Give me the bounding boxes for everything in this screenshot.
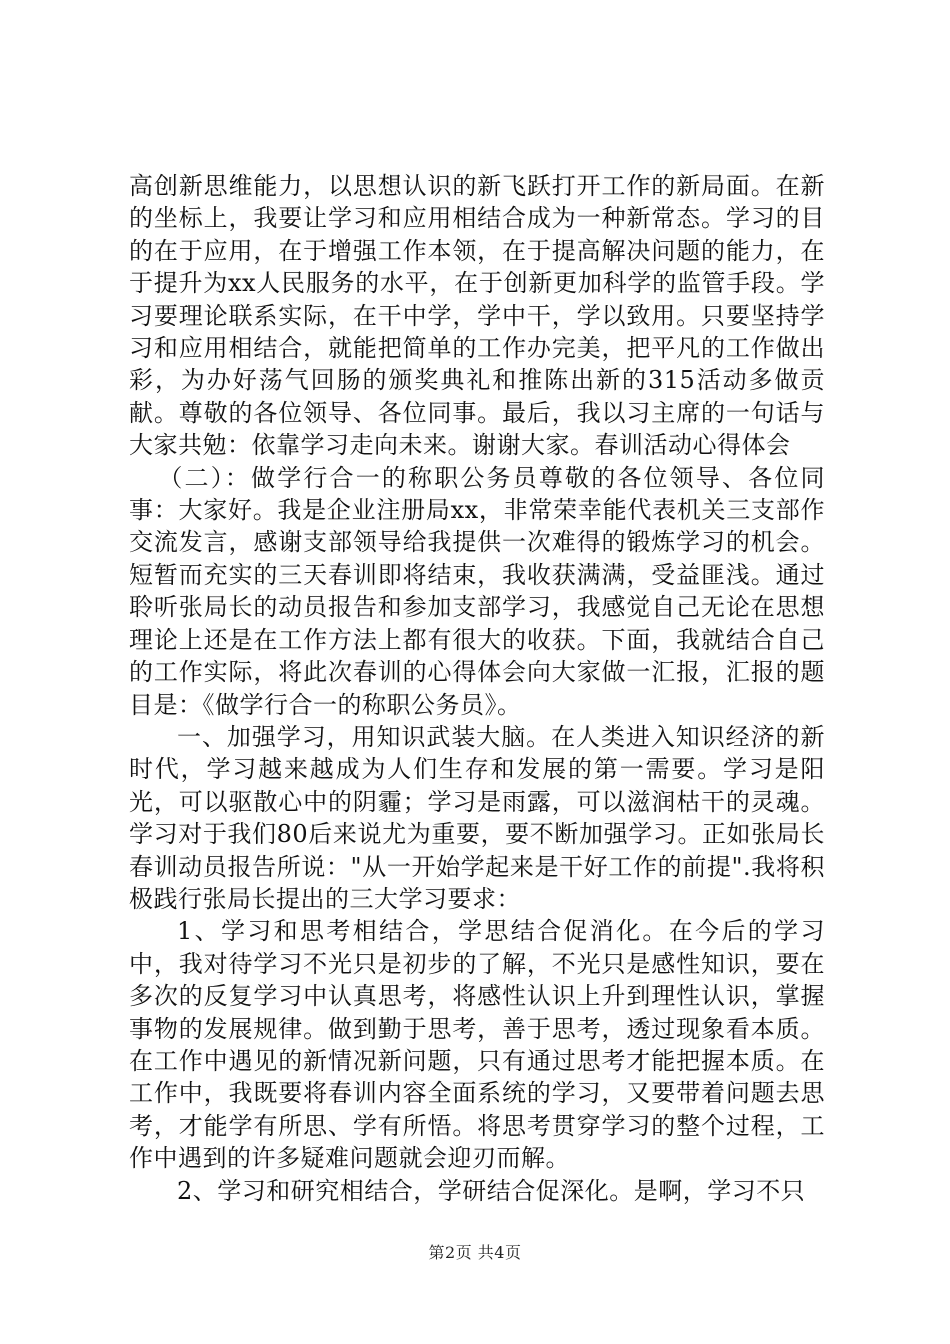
paragraph-3: 一、加强学习，用知识武装大脑。在人类进入知识经济的新时代，学习越来越成为人们生存和发展的第一需要。学习是阳光，可以驱散心中的阴霾；学习是雨露，可以滋润枯干的灵魂。学习对于我们80后来说尤为重要，要不断加强学习。正如张局长春训动员报告所说："从一开始学起来是干好工作的前提".我将积极践行张局长提出的三大学习要求： bbox=[129, 722, 825, 913]
document-body bbox=[129, 170, 825, 1207]
paragraph-5: 2、学习和研究相结合，学研结合促深化。是啊，学习不只 bbox=[177, 1176, 806, 1205]
page-footer: 第2页 共4页 bbox=[428, 1243, 522, 1262]
paragraph-1: 高创新思维能力，以思想认识的新飞跃打开工作的新局面。在新的坐标上，我要让学习和应用相结合成为一种新常态。学习的目的在于应用，在于增强工作本领，在于提高解决问题的能力，在于提升为xx人民服务的水平，在于创新更加科学的监管手段。学习要理论联系实际，在干中学，学中干，学以致用。只要坚持学习和应用相结合，就能把简单的工作办完美，把平凡的工作做出彩，为办好荡气回肠的颁奖典礼和推陈出新的315活动多做贡献。尊敬的各位领导、各位同事。最后，我以习主席的一句话与大家共勉：依靠学习走向未来。谢谢大家。春训活动心得体会 bbox=[129, 172, 825, 460]
paragraph-4: 1、学习和思考相结合，学思结合促消化。在今后的学习中，我对待学习不光只是初步的了解，不光只是感性知识，要在多次的反复学习中认真思考，将感性认识上升到理性认识，掌握事物的发展规律。做到勤于思考，善于思考，透过现象看本质。在工作中遇见的新情况新问题，只有通过思考才能把握本质。在工作中，我既要将春训内容全面系统的学习，又要带着问题去思考，才能学有所思、学有所悟。将思考贯穿学习的整个过程，工作中遇到的许多疑难问题就会迎刃而解。 bbox=[129, 917, 825, 1173]
paragraph-2: （二）：做学行合一的称职公务员尊敬的各位领导、各位同事：大家好。我是企业注册局xx，非常荣幸能代表机关三支部作交流发言，感谢支部领导给我提供一次难得的锻炼学习的机会。短暂而充实的三天春训即将结束，我收获满满，受益匪浅。通过聆听张局长的动员报告和参加支部学习，我感觉自己无论在思想理论上还是在工作方法上都有很大的收获。下面，我就结合自己的工作实际，将此次春训的心得体会向大家做一汇报，汇报的题目是：《做学行合一的称职公务员》。 bbox=[129, 463, 826, 719]
